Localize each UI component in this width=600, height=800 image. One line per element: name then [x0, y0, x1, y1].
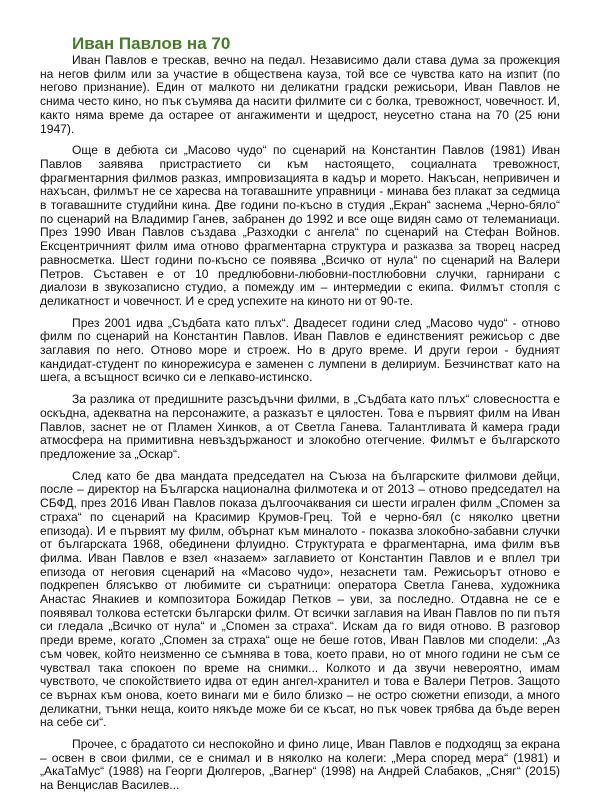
- article-title: Иван Павлов на 70: [72, 34, 231, 53]
- paragraph-early-films: Още в дебюта си „Масово чудо“ по сценарий на Константин Павлов (1981) Иван Павлов заявява пристрастието си към настоящето, социалната тревожност, фрагментарния филмов разказ, импровизацията в кадър и морето. Накъсан, непривичен и нахъсан, филмът не се харесва на тогавашните управници - минава без плакат за седмица в тогавашните студийни кина. Две години по-късно в студия „Екран“ заснема „Черно-бяло“ по сценарий на Владимир Ганев, забранен до 1992 и все още видян само от телеманиаци. През 1990 Иван Павлов създава „Разходки с ангела“ по сценарий на Стефан Войнов. Ексцентричният филм има отново фрагментарна структура и разказва за творец насред равносметка. Шест години по-късно се появява „Всичко от нула“ по сценарий на Валери Петров. Съставен е от 10 предлюбовни-любовни-постлюбовни случки, гарнирани с диалози в звукозаписно студио, а помежду им – интермедии с екипа. Филмът стопля с деликатност и човечност. И е сред успехите на киното ни от 90-те.: [40, 143, 560, 308]
- paragraph-intro: Иван Павлов е трескав, вечно на педал. Независимо дали става дума за прожекция на негов филм или за участие в обществена кауза, той все се чувства като на изпит (по негово признание). Един от малкото ни деликатни градски режисьори, Иван Павлов не снима често кино, но пък съумява да насити филмите си с болка, тревожност, човечност. И, както няма време да остарее от ангажименти и щедрост, неусетно стана на 70 (25 юни 1947).: [40, 53, 560, 136]
- paragraph-fate-as-rat: През 2001 идва „Съдбата като плъх“. Двадесет години след „Масово чудо“ - отново филм по сценарий на Константин Павлов. Иван Павлов е единственият режисьор с две заглавия по него. Отново море и строеж. Но в друго време. И други герои - будният кандидат-студент по кинорежисура е заменен с лумпени в делириум. Безчинстват като на шега, а всъщност всичко си е лепкаво-истинско.: [40, 315, 560, 385]
- paragraph-camera-work: За разлика от предишните разсъдъчни филми, в „Съдбата като плъх“ словесността е оскъдна, адекватна на персонажите, а разказът е цялостен. Това е първият филм на Иван Павлов, заснет не от Пламен Хинков, а от Светла Ганева. Талантливата й камера гради атмосфера на примитивна невъздържаност и злокобно отегчение. Филмът е българското предложение за „Оскар“.: [40, 392, 560, 461]
- paragraph-memory-of-fear: След като бе два мандата председател на Съюза на българските филмови дейци, после – директор на Българска национална филмотека и от 2013 – отново председател на СБФД, през 2016 Иван Павлов показа дългоочаквания си шести игрален филм „Спомен за страха“ по сценарий на Красимир Крумов-Грец. Той е черно-бял (с няколко цветни епизода). И е първият му филм, обърнат към миналото - показва злокобно-забавни случки от българската 1968, обединени флуидно. Структурата е фрагментарна, има филм във филма. Иван Павлов е взел «назаем» заглавието от Константин Павлов и е вплел три епизода от неговия сценарий на «Масово чудо», незаснети там. Режисьорът отново е подкрепен блясъкво от любимите си съратници: оператора Светла Ганева, художника Анастас Янакиев и композитора Божидар Петков – уви, за последно. Отдавна не се е появявал толкова естетски български филм. От всички заглавия на Иван Павлов по пи пътя си гледала „Всичко от нула“ и „Спомен за страха“. Искам да го видя отново. В разговор преди време, когато „Спомен за страха“ още не беше готов, Иван Павлов ми сподели: „Аз съм човек, който неизменно се съмнява в това, което прави, но от много години не съм се чувствал така спокоен по време на снимки... Колкото и да звучи невероятно, имам чувството, че спокойствието идва от един ангел-хранител и това е Валери Петров. Защото се върнах към онова, което винаги ми е било близко – не остро сюжетни епизоди, а много деликатни, тънки неща, които някъде може би се късат, но пък човек трябва да бъде верен на себе си“.: [40, 468, 560, 730]
- paragraph-acting-roles: Прочее, с брадатото си неспокойно и фино лице, Иван Павлов е подходящ за екрана – освен в свои филми, се е снимал и в няколко на колеги: „Мера според мера“ (1981) и „АкаТаМус“ (1988) на Георги Дюлгеров, „Вагнер“ (1998) на Андрей Слабаков, „Сняг“ (2015) на Венцислав Василев...: [40, 737, 560, 793]
